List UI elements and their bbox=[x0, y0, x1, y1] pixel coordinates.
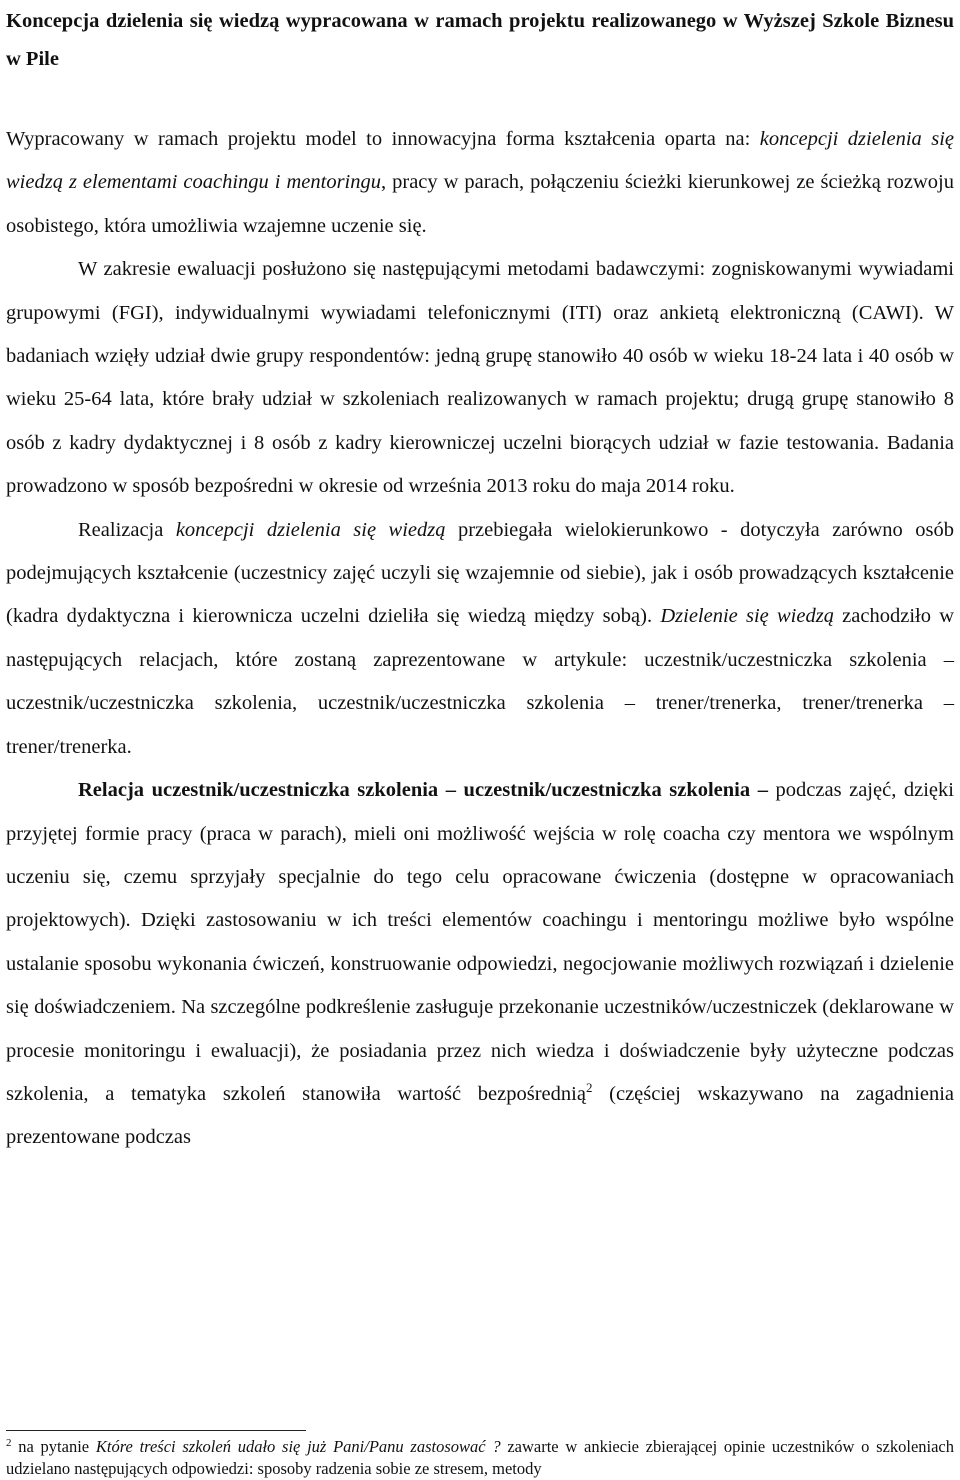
paragraph-3-text-a: podczas zajęć, dzięki przyjętej formie pracy (praca w parach), mieli oni możliwość wejścia w rolę coacha czy mentora we wspólnym uczeniu się, czemu sprzyjały specjalnie do tego celu opracowane ćwiczenia (dostępne w opracowaniach projektowych). Dzięki zastosowaniu w ich treści elementów coachingu i mentoringu możliwe było wspólne ustalanie sposobu wykonania ćwiczeń, konstruowanie odpowiedzi, negocjowanie możliwych rozwiązań i dzielenie się doświadczeniem. Na szczególne podkreślenie zasługuje przekonanie uczestników/uczestniczek (deklarowane w procesie monitoringu i ewaluacji), że posiadania przez nich wiedza i doświadczenie były użyteczne podczas szkolenia, a tematyka szkoleń stanowiła wartość bezpośrednią bbox=[6, 779, 954, 1105]
paragraph-3-text-b: (częściej wskazywano na zagadnienia prezentowane podczas bbox=[6, 1082, 955, 1149]
paragraph-2-text-c: zachodziło w następujących relacjach, które zostaną zaprezentowane w artykule: uczestnik/uczestniczka szkolenia – uczestnik/uczestniczka szkolenia, uczestnik/uczestniczka szkolenia – trener/trenerka, trener/trenerka – trener/trenerka. bbox=[6, 605, 955, 758]
paragraph-2 bbox=[6, 509, 954, 769]
footnote-divider bbox=[6, 1430, 306, 1431]
paragraph-3 bbox=[6, 769, 954, 1160]
paragraph-2-emphasis-a: koncepcji dzielenia się wiedzą bbox=[175, 518, 446, 541]
paragraph-1-text-a: Wypracowany w ramach projektu model to innowacyjna forma kształcenia oparta na: bbox=[6, 128, 760, 150]
paragraph-1-text-b: , pracy w parach, połączeniu ścieżki kierunkowej ze ścieżką rozwoju osobistego, która umożliwia wzajemne uczenie się. bbox=[6, 171, 954, 237]
document-title: Koncepcja dzielenia się wiedzą wypracowana w ramach projektu realizowanego w Wyższej Szkole Biznesu w Pile bbox=[6, 10, 954, 70]
footnote-emphasis: Które treści szkoleń udało się już Pani/Panu zastosować ? bbox=[95, 1437, 501, 1456]
document-page bbox=[6, 0, 954, 1160]
footnote-reference[interactable]: 2 bbox=[585, 1079, 593, 1095]
footnote-number: 2 bbox=[6, 1437, 12, 1449]
footnote-text-b: zawarte w ankiecie zbierającej opinie uczestników o szkoleniach udzielano następujących odpowiedzi: sposoby radzenia sobie ze stresem, metody bbox=[6, 1437, 954, 1478]
footnote-text-a: na pytanie bbox=[11, 1437, 96, 1456]
paragraph-2-text-b: przebiegała wielokierunkowo - dotyczyła zarówno osób podejmujących kształcenie (uczestnicy zajęć uczyli się wzajemnie od siebie), jak i osób prowadzących kształcenie (kadra dydaktyczna i kierownicza uczelni dzieliła się wiedzą między sobą). bbox=[6, 518, 954, 628]
paragraph-2-text-a: Realizacja bbox=[78, 518, 176, 541]
paragraph-1-text-c: W zakresie ewaluacji posłużono się następującymi metodami badawczymi: zogniskowanymi wywiadami grupowymi (FGI), indywidualnymi wywiadami telefonicznymi (ITI) oraz ankietą elektroniczną (CAWI). W badaniach wzięły udział dwie grupy respondentów: jedną grupę stanowiło 40 osób w wieku 18-24 lata i 40 osób w wieku 25-64 lata, które brały udział w szkoleniach realizowanych w ramach projektu; drugą grupę stanowiło 8 osób z kadry dydaktycznej i 8 osób z kadry kierowniczej uczelni biorących udział w fazie testowania. Badania prowadzono w sposób bezpośredni w okresie od września 2013 roku do maja 2014 roku. bbox=[6, 258, 954, 498]
relation-heading: Relacja uczestnik/uczestniczka szkolenia – uczestnik/uczestniczka szkolenia – bbox=[78, 779, 768, 802]
paragraph-2-emphasis-b: Dzielenie się wiedzą bbox=[660, 605, 834, 628]
paragraph-1-emphasis: koncepcji dzielenia się wiedzą z elementami coachingu i mentoringu bbox=[6, 128, 955, 194]
paragraph-1 bbox=[6, 118, 954, 509]
footnote bbox=[6, 1436, 954, 1480]
